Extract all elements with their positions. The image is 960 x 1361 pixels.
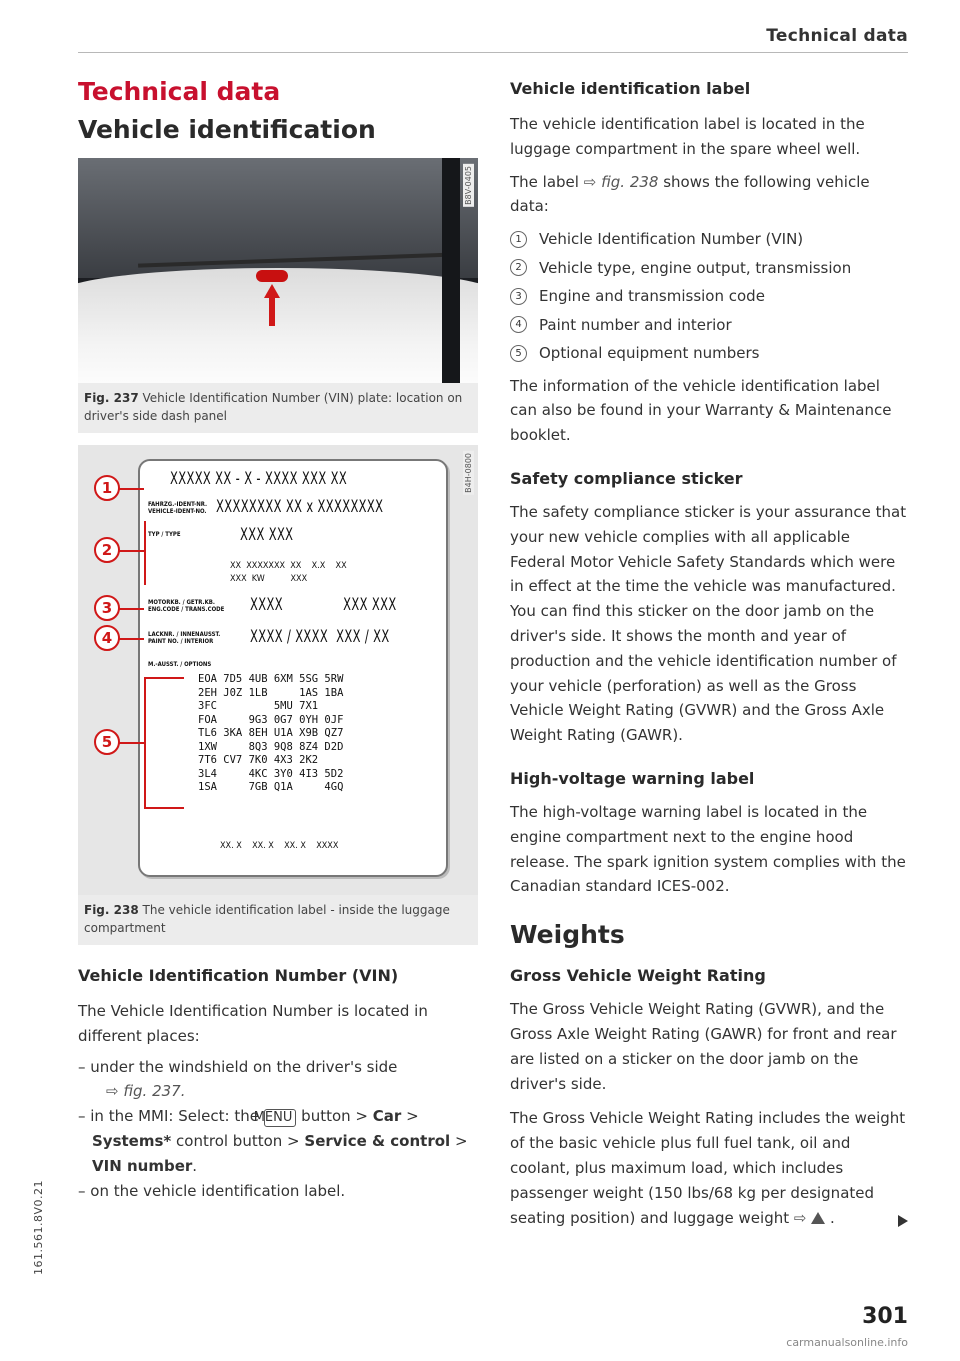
a-pillar [442, 158, 460, 383]
gvwr-paragraph-2 [510, 1106, 910, 1230]
figure-number: Fig. 237 [84, 391, 139, 405]
list-item-text: – under the windshield on the driver's side [78, 1057, 398, 1076]
item-number: 2 [510, 259, 527, 276]
left-column [78, 70, 478, 1203]
label-heading: Vehicle identification label [510, 79, 751, 98]
safety-heading: Safety compliance sticker [510, 469, 743, 489]
marker-bracket-5-top [144, 677, 184, 679]
list-item-text: . [192, 1156, 198, 1175]
watermark: carmanualsonline.info [786, 1336, 908, 1349]
menu-path-systems: Systems* [92, 1131, 172, 1150]
hv-paragraph: The high-voltage warning label is located in the engine compartment next to the engine hood release. The spark ignition system complies with the Canadian standard ICES-002. [510, 803, 906, 896]
ref-arrow: ⇨ [793, 1208, 807, 1227]
marker-3: 3 [94, 595, 120, 621]
marker-2: 2 [94, 537, 120, 563]
label-engine-line-1: XX XXXXXXX XX X.X XX [230, 561, 347, 571]
menu-key: MENU [264, 1109, 297, 1127]
figure-238 [78, 445, 478, 945]
continue-arrow-icon [898, 1215, 908, 1227]
marker-bracket-2 [144, 521, 146, 585]
list-item [78, 1104, 478, 1178]
label-engine-code-value: XXXX XXX XXX [250, 595, 397, 615]
vin-locations-list [78, 1055, 478, 1204]
figure-caption [78, 895, 478, 945]
label-options-codes: EOA 7D5 4UB 6XM 5SG 5RW 2EH J0Z 1LB 1AS 1BA 3FC 5MU 7X1 FOA 9G3 0G7 0YH 0JF TL6 3KA 8EH U1A X9B QZ7 1XW 8Q3 9Q8 8Z4 D2D 7T6 CV7 7K0 4X3 2K2 3L4 4KC 3Y0 4I3 5D2 1SA 7GB Q1A 4GQ [198, 673, 344, 793]
fig-237-link[interactable]: ⇨ fig. 237. [106, 1082, 186, 1101]
gvwr-paragraph-1: The Gross Vehicle Weight Rating (GVWR), and the Gross Axle Weight Rating (GAWR) for front and rear are listed on a sticker on the door jamb on the driver's side. [510, 1000, 897, 1093]
list-item [510, 311, 910, 340]
item-number: 5 [510, 345, 527, 362]
label-type-caption: TYP / TYPE [148, 531, 181, 538]
list-item [510, 254, 910, 283]
marker-5: 5 [94, 729, 120, 755]
menu-path-separator: > [406, 1107, 419, 1126]
list-item [78, 1179, 478, 1204]
label-paragraph-2 [510, 170, 910, 220]
label-paint-value: XXXX / XXXX XXX / XX [250, 627, 390, 647]
menu-path-vin: VIN number [92, 1156, 193, 1175]
label-vin-caption: FAHRZG.-IDENT-NR. VEHICLE-IDENT-NO. [148, 501, 208, 515]
label-options-caption: M.-AUSST. / OPTIONS [148, 661, 212, 668]
marker-line-3 [118, 608, 144, 610]
fig-238-link[interactable]: ⇨ fig. 238 [583, 172, 659, 191]
label-engine-line-2: XXX KW XXX [230, 574, 308, 584]
menu-path-car: Car [372, 1107, 402, 1126]
vin-heading: Vehicle Identification Number (VIN) [78, 966, 399, 985]
label-paragraph-3: The information of the vehicle identification label can also be found in your Warranty & Maintenance booklet. [510, 376, 892, 445]
list-item [510, 225, 910, 254]
figure-237 [78, 158, 478, 433]
marker-line-1 [118, 488, 144, 490]
list-item [78, 1055, 478, 1105]
section-title: Technical data [78, 77, 281, 106]
figure-code: B8V-0405 [464, 166, 473, 205]
header-rule [78, 52, 908, 53]
marker-line-5 [118, 742, 144, 744]
figure-caption-text: Vehicle Identification Number (VIN) plate: location on driver's side dash panel [84, 391, 463, 423]
label-top-row: XXXXX XX - X - XXXX XXX XX [170, 469, 348, 489]
list-item [510, 282, 910, 311]
vin-plate-photo [78, 158, 478, 383]
gvwr-heading: Gross Vehicle Weight Rating [510, 966, 766, 986]
item-number: 3 [510, 288, 527, 305]
list-item-text: – in the MMI: Select: the [78, 1107, 259, 1126]
marker-line-4 [118, 638, 144, 640]
item-text: Paint number and interior [539, 315, 732, 334]
menu-path-separator: > [454, 1131, 468, 1150]
item-text: Vehicle Identification Number (VIN) [539, 230, 804, 249]
text: The label [510, 172, 579, 191]
marker-bracket-5-bottom [144, 807, 184, 809]
list-item-text: – on the vehicle identification label. [78, 1181, 346, 1200]
text: The Gross Vehicle Weight Rating includes the weight of the basic vehicle plus full fuel tank, oil and coolant, plus maximum load, which includes passenger weight (150 lbs/68 kg per designated seating position) and luggage weight [510, 1109, 906, 1227]
item-number: 1 [510, 231, 527, 248]
figure-caption-text: The vehicle identification label - inside the luggage compartment [84, 903, 450, 935]
text: shows the following vehicle data: [510, 172, 870, 216]
chapter-title: Vehicle identification [78, 115, 376, 144]
menu-path-service: Service & control [304, 1131, 451, 1150]
figure-number: Fig. 238 [84, 903, 139, 917]
label-engine-code-caption: MOTORKB. / GETR.KB. ENG.CODE / TRANS.CODE [148, 599, 225, 613]
warning-link[interactable] [794, 1209, 830, 1227]
list-item-text: control button > [176, 1131, 300, 1150]
label-bottom-row: XX. X XX. X XX. X XXXX [220, 841, 339, 851]
marker-bracket-5 [144, 677, 146, 809]
figure-code: B4H-0800 [464, 453, 473, 493]
safety-paragraph: The safety compliance sticker is your assurance that your new vehicle complies with all applicable Federal Motor Vehicle Safety Standards which were in effect at the time the vehicle was manufactured. You can find this sticker on the door jamb on the driver's side. It shows the month and year of production and the vehicle identification number of your vehicle (perforation) as well as the Gross Vehicle Weight Rating (GVWR) and the Gross Axle Weight Rating (GAWR). [510, 503, 907, 745]
item-text: Engine and transmission code [539, 287, 765, 306]
marker-4: 4 [94, 625, 120, 651]
label-paragraph-1: The vehicle identification label is located in the luggage compartment in the spare wheel well. [510, 115, 865, 158]
running-header: Technical data [766, 26, 908, 46]
label-type-value: XXX XXX [240, 525, 294, 545]
label-paint-caption: LACKNR. / INNENAUSST. PAINT NO. / INTERIOR [148, 631, 221, 645]
marker-1: 1 [94, 475, 120, 501]
vehicle-data-list [510, 225, 910, 368]
hv-heading: High-voltage warning label [510, 769, 755, 789]
marker-line-2 [118, 550, 144, 552]
vin-intro: The Vehicle Identification Number is located in different places: [78, 1002, 428, 1045]
vin-plate-highlight [256, 270, 288, 282]
document-code: 161.561.8V0.21 [32, 1180, 45, 1275]
figure-caption [78, 383, 478, 433]
weights-title: Weights [510, 920, 625, 950]
list-item-text: button > [301, 1107, 368, 1126]
list-item [510, 339, 910, 368]
item-text: Optional equipment numbers [539, 344, 760, 363]
warning-icon [811, 1212, 825, 1224]
right-column [510, 70, 910, 1230]
label-vin-value: XXXXXXXX XX x XXXXXXXX [216, 497, 384, 517]
text: . [830, 1208, 835, 1227]
page-number: 301 [862, 1304, 908, 1329]
item-text: Vehicle type, engine output, transmission [539, 258, 852, 277]
item-number: 4 [510, 316, 527, 333]
vehicle-identification-label [138, 459, 448, 877]
vehicle-label-illustration [78, 445, 478, 895]
arrow-stem [269, 296, 275, 326]
